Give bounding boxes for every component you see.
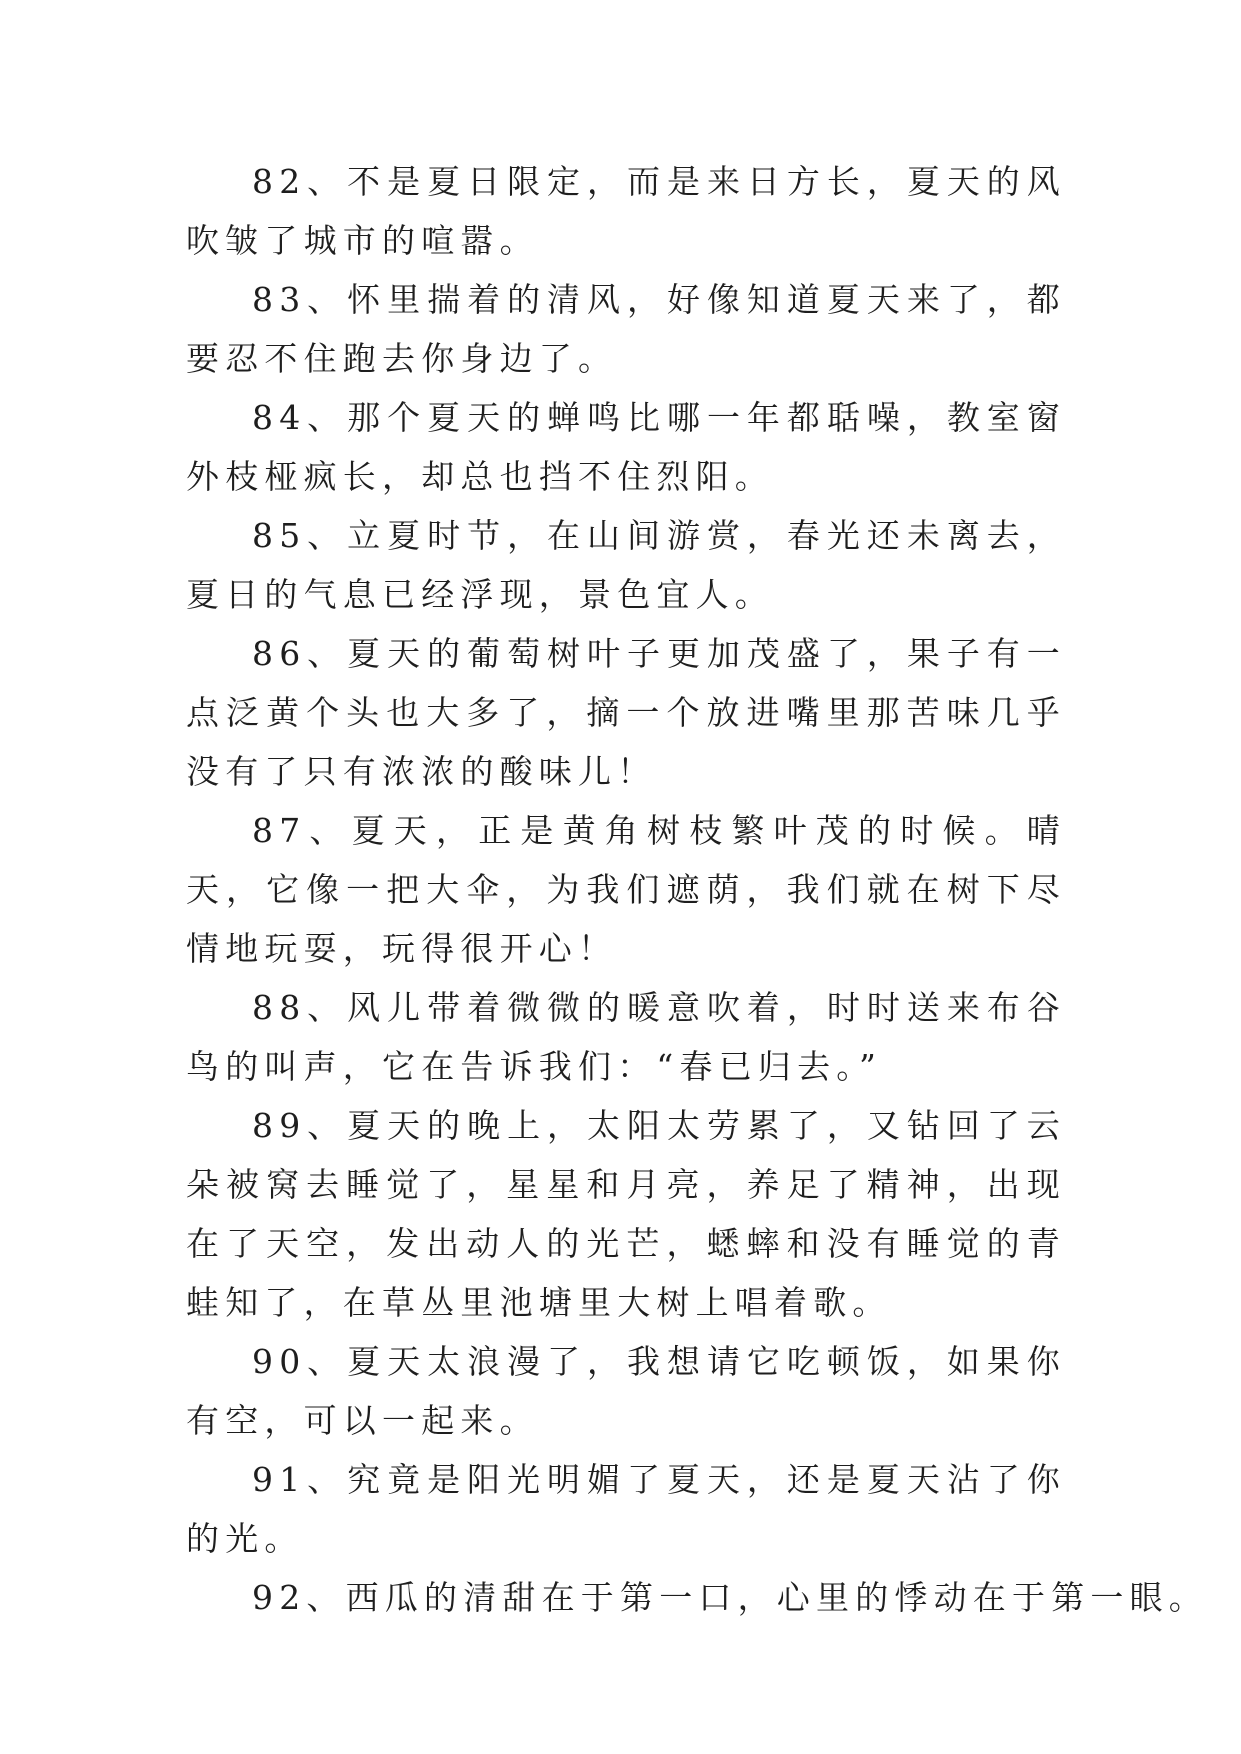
paragraph-89: 89、夏天的晚上，太阳太劳累了，又钻回了云朵被窝去睡觉了，星星和月亮，养足了精神，出现在了天空，发出动人的光芒，蟋蟀和没有睡觉的青蛙知了，在草丛里池塘里大树上唱着歌。 xyxy=(186,1106,1066,1322)
paragraph-84: 84、那个夏天的蝉鸣比哪一年都聒噪，教室窗外枝桠疯长，却总也挡不住烈阳。 xyxy=(186,398,1066,496)
paragraph-91: 91、究竟是阳光明媚了夏天，还是夏天沾了你的光。 xyxy=(186,1460,1066,1558)
paragraph-90: 90、夏天太浪漫了，我想请它吃顿饭，如果你有空，可以一起来。 xyxy=(186,1342,1066,1440)
paragraph-85: 85、立夏时节，在山间游赏，春光还未离去，夏日的气息已经浮现，景色宜人。 xyxy=(186,516,1066,614)
paragraph-83: 83、怀里揣着的清风，好像知道夏天来了，都要忍不住跑去你身边了。 xyxy=(186,280,1066,378)
paragraph-92: 92、西瓜的清甜在于第一口，心里的悸动在于第一眼。 xyxy=(252,1578,1208,1617)
paragraph-87: 87、夏天，正是黄角树枝繁叶茂的时候。晴天，它像一把大伞，为我们遮荫，我们就在树下尽情地玩耍，玩得很开心！ xyxy=(186,811,1066,968)
paragraph-86: 86、夏天的葡萄树叶子更加茂盛了，果子有一点泛黄个头也大多了，摘一个放进嘴里那苦味几乎没有了只有浓浓的酸味儿！ xyxy=(186,634,1066,791)
paragraph-82: 82、不是夏日限定，而是来日方长，夏天的风吹皱了城市的喧嚣。 xyxy=(186,162,1066,260)
document-body xyxy=(186,152,1208,1627)
paragraph-88: 88、风儿带着微微的暖意吹着，时时送来布谷鸟的叫声，它在告诉我们：“春已归去。” xyxy=(186,988,1066,1086)
